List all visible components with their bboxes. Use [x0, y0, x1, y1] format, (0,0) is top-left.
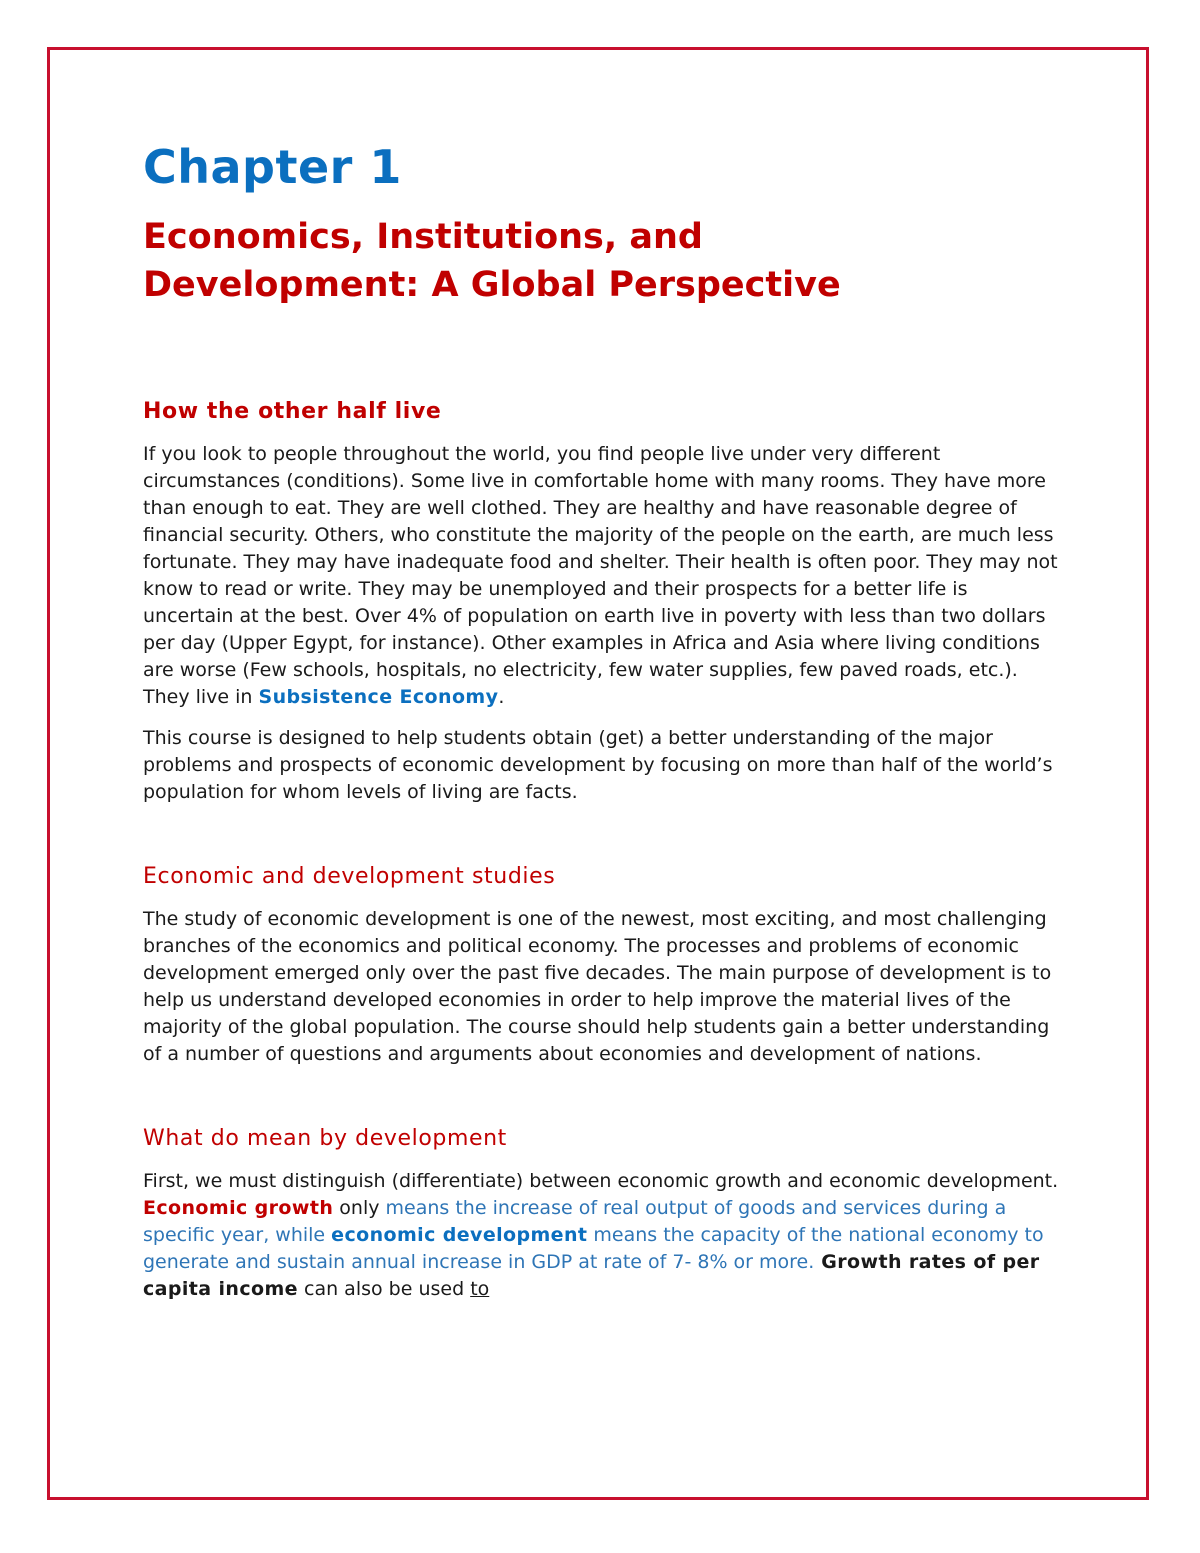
document-body: [143, 140, 1063, 1317]
paragraph-economic-development-studies: The study of economic development is one of the newest, most exciting, and most challenging branches of the economics and political economy. The processes and problems of economic development emerged only over the past five decades. The main purpose of development is to help us understand developed economies in order to help improve the material lives of the majority of the global population. The course should help students gain a better understanding of a number of questions and arguments about economies and development of nations.: [143, 908, 1052, 1066]
paragraph-end: .: [498, 686, 505, 709]
paragraph-text: If you look to people throughout the world, you find people live under very different circumstances (conditions). Some live in comfortable home with many rooms. They have more than enough to eat. They are well clothed. They are healthy and have reasonable degree of financial security. Others, who constitute the majority of the people on the earth, are much less fortunate. They may have inadequate food and shelter. Their health is often poor. They may not know to read or write. They may be unemployed and their prospects for a better life is uncertain at the best. Over 4% of population on earth live in poverty with less than two dollars per day (Upper Egypt, for instance). Other examples in Africa and Asia where living conditions are worse (Few schools, hospitals, no electricity, few water supplies, few paved roads, etc.). They live in: [143, 443, 1058, 709]
chapter-title-line-1: Economics, Institutions, and: [143, 217, 703, 258]
keyword-economic-development: economic development: [331, 1224, 588, 1247]
paragraph-other-half-2: This course is designed to help students obtain (get) a better understanding of the major problems and prospects of economic development by focusing on more than half of the world’s population for whom levels of living are facts.: [143, 727, 1053, 804]
chapter-title-line-2: Development: A Global Perspective: [143, 265, 841, 306]
chapter-heading: Chapter 1: [143, 140, 402, 194]
keyword-economic-growth: Economic growth: [143, 1197, 334, 1220]
section-heading-what-development: What do mean by development: [143, 1126, 507, 1152]
section-heading-economic-development-studies: Economic and development studies: [143, 864, 556, 890]
paragraph-text: can also be used: [297, 1278, 471, 1301]
paragraph-what-development: [143, 1168, 1063, 1303]
section-heading-other-half: How the other half live: [143, 399, 442, 425]
keyword-growth-rates: Growth rates of per capita income: [143, 1251, 1040, 1301]
underlined-text: to: [470, 1278, 490, 1301]
definition-development: means the capacity of the national economy to generate and sustain annual increase in GDP at rate of 7- 8% or more.: [143, 1224, 1044, 1274]
keyword-subsistence-economy: Subsistence Economy: [258, 686, 499, 709]
definition-growth: means the increase of real output of goods and services during a specific year, while: [143, 1197, 1007, 1247]
paragraph-other-half-1: [143, 441, 1063, 711]
paragraph-text: only: [333, 1197, 386, 1220]
paragraph-text: First, we must distinguish (differentiate) between economic growth and economic development.: [143, 1170, 1059, 1193]
